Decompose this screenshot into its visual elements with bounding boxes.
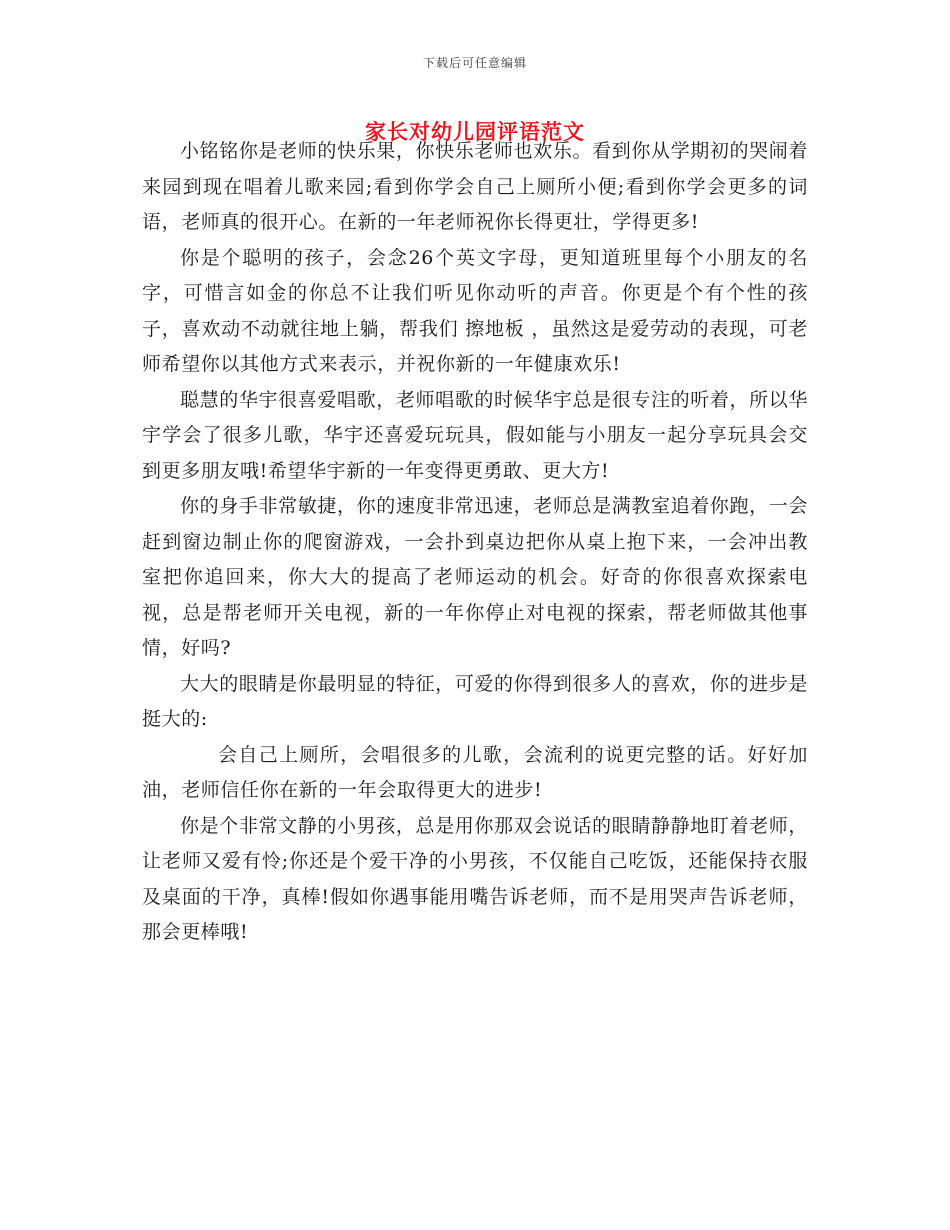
paragraph: 你是个非常文静的小男孩，总是用你那双会说话的眼睛静静地盯着老师，让老师又爱有怜;你还是个爱干净的小男孩，不仅能自己吃饭，还能保持衣服及桌面的干净，真棒!假如你遇事能用嘴告诉老师，而不是用哭声告诉老师，那会更棒哦! (142, 814, 808, 943)
paragraph: 你的身手非常敏捷，你的速度非常迅速，老师总是满教室追着你跑，一会赶到窗边制止你的爬窗游戏，一会扑到桌边把你从桌上抱下来，一会冲出教室把你追回来，你大大的提高了老师运动的机会。好奇的你很喜欢探索电视，总是帮老师开关电视，新的一年你停止对电视的探索，帮老师做其他事情，好吗? (142, 495, 808, 659)
document-title: 家长对幼儿园评语范文 (365, 119, 585, 144)
document-body (142, 134, 808, 951)
paragraph: 聪慧的华宇很喜爱唱歌，老师唱歌的时候华宇总是很专注的听着，所以华宇学会了很多儿歌，华宇还喜爱玩玩具，假如能与小朋友一起分享玩具会交到更多朋友哦!希望华宇新的一年变得更勇敢、更大方! (142, 388, 808, 482)
paragraph: 会自己上厕所，会唱很多的儿歌，会流利的说更完整的话。好好加油，老师信任你在新的一年会取得更大的进步! (142, 743, 808, 801)
header-note: 下载后可任意编辑 (422, 56, 527, 70)
paragraph: 大大的眼睛是你最明显的特征，可爱的你得到很多人的喜欢，你的进步是挺大的: (142, 672, 808, 730)
paragraph: 你是个聪明的孩子，会念26个英文字母，更知道班里每个小朋友的名字，可惜言如金的你总不让我们听见你动听的声音。你更是个有个性的孩子，喜欢动不动就往地上躺，帮我们 擦地板 ，虽然这是爱劳动的表现，可老师希望你以其他方式来表示，并祝你新的一年健康欢乐! (142, 246, 808, 375)
paragraph: 小铭铭你是老师的快乐果，你快乐老师也欢乐。看到你从学期初的哭闹着来园到现在唱着儿歌来园;看到你学会自己上厕所小便;看到你学会更多的词语，老师真的很开心。在新的一年老师祝你长得更壮，学得更多! (142, 140, 808, 233)
